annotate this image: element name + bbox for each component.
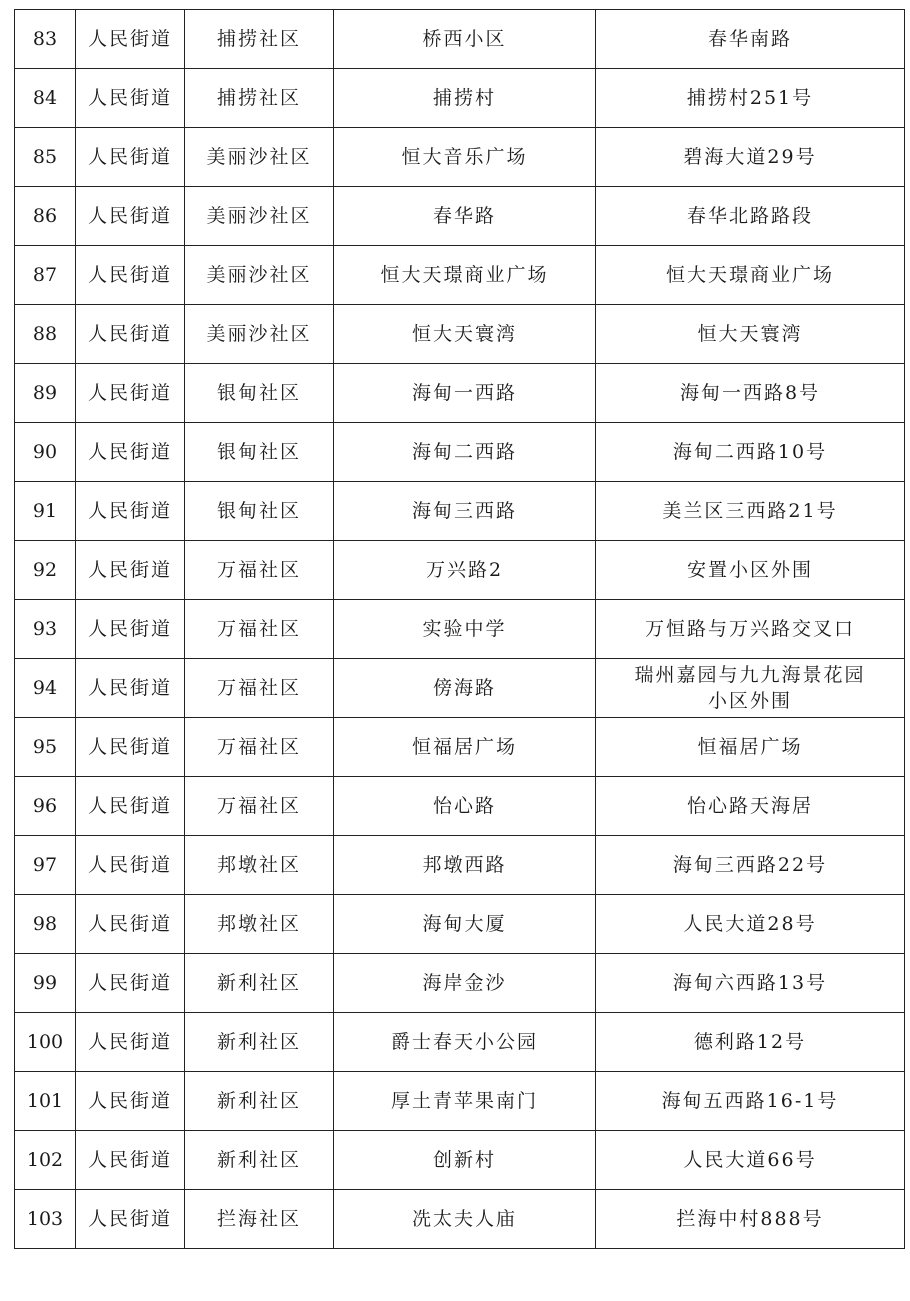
- location-cell: 海甸大厦: [334, 895, 596, 954]
- street-cell: 人民街道: [76, 128, 185, 187]
- street-cell: 人民街道: [76, 895, 185, 954]
- table-row: [15, 1013, 905, 1072]
- table-row: [15, 836, 905, 895]
- table-row: [15, 1190, 905, 1249]
- table-row: [15, 69, 905, 128]
- table-row: [15, 659, 905, 718]
- row-number-cell: 83: [15, 10, 76, 69]
- row-number-cell: 101: [15, 1072, 76, 1131]
- location-cell: 海甸二西路: [334, 423, 596, 482]
- location-cell: 厚土青苹果南门: [334, 1072, 596, 1131]
- street-cell: 人民街道: [76, 423, 185, 482]
- row-number-cell: 87: [15, 246, 76, 305]
- row-number-cell: 96: [15, 777, 76, 836]
- location-cell: 傍海路: [334, 659, 596, 718]
- street-cell: 人民街道: [76, 659, 185, 718]
- row-number-cell: 102: [15, 1131, 76, 1190]
- community-cell: 万福社区: [185, 777, 334, 836]
- community-cell: 新利社区: [185, 1072, 334, 1131]
- row-number-cell: 90: [15, 423, 76, 482]
- community-cell: 捕捞社区: [185, 10, 334, 69]
- location-cell: 实验中学: [334, 600, 596, 659]
- row-number-cell: 98: [15, 895, 76, 954]
- community-cell: 银甸社区: [185, 364, 334, 423]
- address-cell: 恒福居广场: [596, 718, 905, 777]
- table-row: [15, 187, 905, 246]
- table-row: [15, 1072, 905, 1131]
- street-cell: 人民街道: [76, 10, 185, 69]
- address-cell: 恒大天寰湾: [596, 305, 905, 364]
- address-cell: 春华北路路段: [596, 187, 905, 246]
- location-cell: 创新村: [334, 1131, 596, 1190]
- community-cell: 邦墩社区: [185, 836, 334, 895]
- street-cell: 人民街道: [76, 482, 185, 541]
- community-cell: 万福社区: [185, 600, 334, 659]
- address-cell: 恒大天璟商业广场: [596, 246, 905, 305]
- table-row: [15, 423, 905, 482]
- location-cell: 恒大音乐广场: [334, 128, 596, 187]
- address-cell: 瑞州嘉园与九九海景花园 小区外围: [596, 659, 905, 718]
- address-cell: 春华南路: [596, 10, 905, 69]
- address-cell: 人民大道66号: [596, 1131, 905, 1190]
- community-cell: 银甸社区: [185, 482, 334, 541]
- community-cell: 万福社区: [185, 659, 334, 718]
- street-cell: 人民街道: [76, 187, 185, 246]
- address-cell: 捕捞村251号: [596, 69, 905, 128]
- community-cell: 银甸社区: [185, 423, 334, 482]
- address-cell: 海甸三西路22号: [596, 836, 905, 895]
- address-cell: 海甸五西路16-1号: [596, 1072, 905, 1131]
- location-cell: 万兴路2: [334, 541, 596, 600]
- community-cell: 新利社区: [185, 1131, 334, 1190]
- street-cell: 人民街道: [76, 541, 185, 600]
- street-cell: 人民街道: [76, 836, 185, 895]
- table-row: [15, 777, 905, 836]
- community-cell: 美丽沙社区: [185, 246, 334, 305]
- address-cell: 海甸六西路13号: [596, 954, 905, 1013]
- street-cell: 人民街道: [76, 305, 185, 364]
- table-row: [15, 482, 905, 541]
- address-cell: 怡心路天海居: [596, 777, 905, 836]
- row-number-cell: 89: [15, 364, 76, 423]
- table-row: [15, 895, 905, 954]
- table-row: [15, 541, 905, 600]
- community-cell: 美丽沙社区: [185, 305, 334, 364]
- address-cell: 人民大道28号: [596, 895, 905, 954]
- row-number-cell: 93: [15, 600, 76, 659]
- street-cell: 人民街道: [76, 777, 185, 836]
- table-row: [15, 128, 905, 187]
- community-cell: 美丽沙社区: [185, 187, 334, 246]
- street-cell: 人民街道: [76, 1131, 185, 1190]
- community-cell: 捕捞社区: [185, 69, 334, 128]
- location-cell: 桥西小区: [334, 10, 596, 69]
- location-cell: 捕捞村: [334, 69, 596, 128]
- table-row: [15, 1131, 905, 1190]
- location-cell: 海甸一西路: [334, 364, 596, 423]
- community-cell: 万福社区: [185, 541, 334, 600]
- row-number-cell: 92: [15, 541, 76, 600]
- row-number-cell: 88: [15, 305, 76, 364]
- table-body: [15, 10, 905, 1249]
- row-number-cell: 95: [15, 718, 76, 777]
- street-cell: 人民街道: [76, 718, 185, 777]
- location-cell: 春华路: [334, 187, 596, 246]
- table-row: [15, 954, 905, 1013]
- address-cell: 德利路12号: [596, 1013, 905, 1072]
- community-cell: 邦墩社区: [185, 895, 334, 954]
- row-number-cell: 91: [15, 482, 76, 541]
- street-cell: 人民街道: [76, 246, 185, 305]
- street-cell: 人民街道: [76, 600, 185, 659]
- location-cell: 冼太夫人庙: [334, 1190, 596, 1249]
- community-cell: 拦海社区: [185, 1190, 334, 1249]
- table-row: [15, 246, 905, 305]
- street-cell: 人民街道: [76, 954, 185, 1013]
- community-cell: 美丽沙社区: [185, 128, 334, 187]
- street-cell: 人民街道: [76, 1072, 185, 1131]
- location-cell: 恒福居广场: [334, 718, 596, 777]
- table-row: [15, 10, 905, 69]
- row-number-cell: 103: [15, 1190, 76, 1249]
- location-cell: 海岸金沙: [334, 954, 596, 1013]
- row-number-cell: 86: [15, 187, 76, 246]
- location-cell: 恒大天璟商业广场: [334, 246, 596, 305]
- location-cell: 爵士春天小公园: [334, 1013, 596, 1072]
- address-cell: 美兰区三西路21号: [596, 482, 905, 541]
- address-cell: 安置小区外围: [596, 541, 905, 600]
- table-row: [15, 305, 905, 364]
- table-row: [15, 600, 905, 659]
- address-cell: 海甸二西路10号: [596, 423, 905, 482]
- community-cell: 万福社区: [185, 718, 334, 777]
- location-cell: 恒大天寰湾: [334, 305, 596, 364]
- table-row: [15, 364, 905, 423]
- community-cell: 新利社区: [185, 1013, 334, 1072]
- row-number-cell: 97: [15, 836, 76, 895]
- address-cell: 海甸一西路8号: [596, 364, 905, 423]
- street-cell: 人民街道: [76, 69, 185, 128]
- location-cell: 海甸三西路: [334, 482, 596, 541]
- community-cell: 新利社区: [185, 954, 334, 1013]
- row-number-cell: 99: [15, 954, 76, 1013]
- address-cell: 拦海中村888号: [596, 1190, 905, 1249]
- row-number-cell: 85: [15, 128, 76, 187]
- address-cell: 碧海大道29号: [596, 128, 905, 187]
- row-number-cell: 100: [15, 1013, 76, 1072]
- address-cell: 万恒路与万兴路交叉口: [596, 600, 905, 659]
- location-cell: 邦墩西路: [334, 836, 596, 895]
- table-row: [15, 718, 905, 777]
- street-cell: 人民街道: [76, 1013, 185, 1072]
- street-cell: 人民街道: [76, 1190, 185, 1249]
- data-table: [14, 9, 905, 1249]
- location-cell: 怡心路: [334, 777, 596, 836]
- street-cell: 人民街道: [76, 364, 185, 423]
- row-number-cell: 94: [15, 659, 76, 718]
- row-number-cell: 84: [15, 69, 76, 128]
